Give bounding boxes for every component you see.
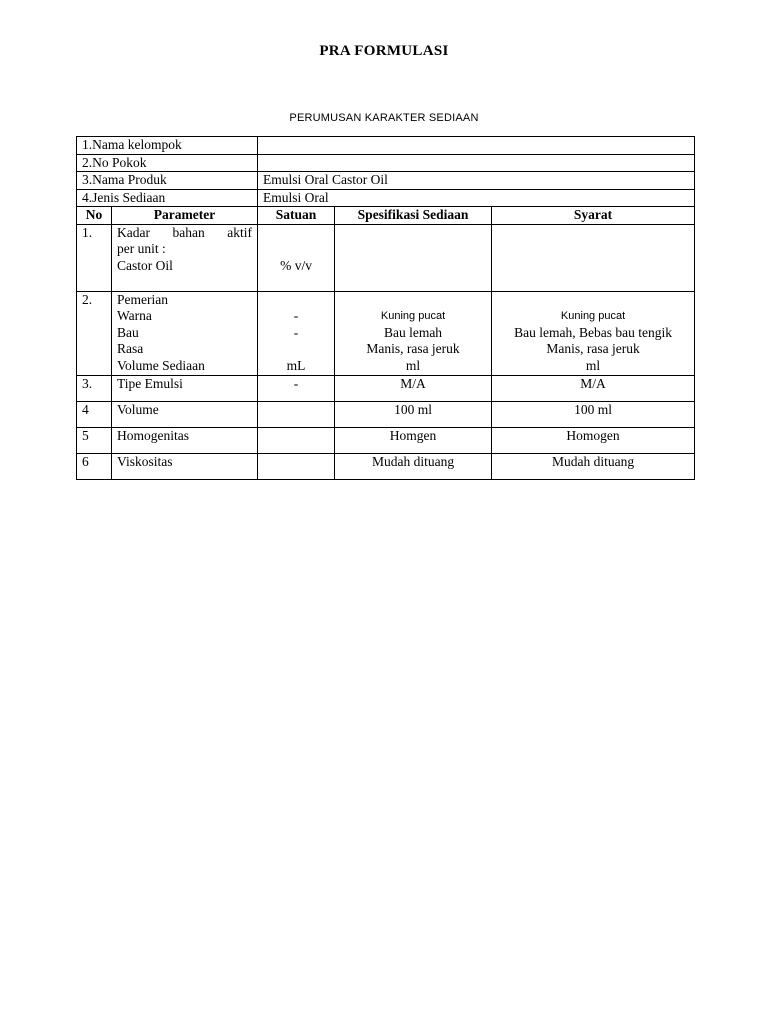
info-value: [258, 137, 695, 155]
info-row-no-pokok: [77, 154, 695, 172]
row-parameter: [112, 291, 258, 375]
row-syarat: [492, 224, 695, 291]
spesifikasi-line: Manis, rasa jeruk: [366, 341, 460, 356]
row-parameter: Volume: [112, 401, 258, 427]
table-row: [77, 453, 695, 479]
row-spesifikasi: M/A: [335, 375, 492, 401]
page-subtitle: PERUMUSAN KARAKTER SEDIAAN: [289, 112, 479, 124]
table-row: [77, 401, 695, 427]
info-value: [258, 154, 695, 172]
table-row: [77, 224, 695, 291]
row-spesifikasi: [335, 291, 492, 375]
row-spesifikasi: Homgen: [335, 427, 492, 453]
header-parameter: Parameter: [112, 207, 258, 225]
row-satuan: [258, 401, 335, 427]
header-no: No: [77, 207, 112, 225]
syarat-line: Kuning pucat: [560, 310, 626, 322]
table-row: [77, 427, 695, 453]
parameter-line: Volume Sediaan: [117, 357, 205, 373]
row-spesifikasi: [335, 224, 492, 291]
row-satuan: [258, 291, 335, 375]
row-no: 2.: [77, 291, 112, 375]
syarat-line: Manis, rasa jeruk: [546, 341, 640, 356]
row-parameter: Viskositas: [112, 453, 258, 479]
row-satuan: [258, 453, 335, 479]
spesifikasi-line: Bau lemah: [383, 324, 443, 340]
satuan-line: -: [293, 324, 299, 340]
parameter-line: Pemerian: [117, 291, 168, 307]
row-spesifikasi: Mudah dituang: [335, 453, 492, 479]
row-syarat: [492, 291, 695, 375]
row-parameter: [112, 224, 258, 291]
info-label: 1.Nama kelompok: [77, 137, 258, 155]
table-header-row: [77, 207, 695, 225]
row-parameter: Homogenitas: [112, 427, 258, 453]
row-no: 4: [77, 401, 112, 427]
info-row-product-name: [77, 172, 695, 190]
satuan-line: [263, 292, 329, 309]
row-spesifikasi: 100 ml: [335, 401, 492, 427]
info-label: 3.Nama Produk: [77, 172, 258, 190]
satuan-line: -: [293, 308, 299, 323]
characteristics-table: [76, 136, 695, 480]
syarat-line: ml: [585, 357, 601, 373]
parameter-line: Kadar bahan aktif: [117, 224, 253, 240]
info-label: 4.Jenis Sediaan: [77, 189, 258, 207]
spesifikasi-line: ml: [405, 357, 421, 373]
row-no: 1.: [77, 224, 112, 291]
satuan-value: % v/v: [280, 257, 312, 273]
spesifikasi-line: Kuning pucat: [380, 310, 446, 322]
row-satuan: -: [258, 375, 335, 401]
parameter-line: Castor Oil: [117, 257, 173, 273]
table-row: [77, 375, 695, 401]
page-title: PRA FORMULASI: [319, 43, 449, 59]
row-no: 5: [77, 427, 112, 453]
parameter-line: Rasa: [117, 341, 144, 356]
satuan-line: [263, 341, 329, 358]
info-value: Emulsi Oral Castor Oil: [258, 172, 695, 190]
parameter-line: Bau: [117, 324, 139, 340]
syarat-line: [497, 292, 689, 309]
row-syarat: Homogen: [492, 427, 695, 453]
row-satuan: [258, 224, 335, 291]
header-satuan: Satuan: [258, 207, 335, 225]
row-no: 3.: [77, 375, 112, 401]
row-syarat: M/A: [492, 375, 695, 401]
info-row-dosage-form: [77, 189, 695, 207]
info-label: 2.No Pokok: [77, 154, 258, 172]
info-value: Emulsi Oral: [258, 189, 695, 207]
header-spesifikasi: Spesifikasi Sediaan: [335, 207, 492, 225]
parameter-line: per unit :: [117, 241, 166, 256]
parameter-line: Warna: [117, 308, 152, 323]
syarat-line: Bau lemah, Bebas bau tengik: [514, 324, 672, 340]
row-satuan: [258, 427, 335, 453]
header-syarat: Syarat: [492, 207, 695, 225]
satuan-line: mL: [286, 357, 306, 373]
row-syarat: Mudah dituang: [492, 453, 695, 479]
row-no: 6: [77, 453, 112, 479]
row-syarat: 100 ml: [492, 401, 695, 427]
table-row: [77, 291, 695, 375]
row-parameter: Tipe Emulsi: [112, 375, 258, 401]
spesifikasi-line: [340, 292, 486, 309]
info-row-group-name: [77, 137, 695, 155]
